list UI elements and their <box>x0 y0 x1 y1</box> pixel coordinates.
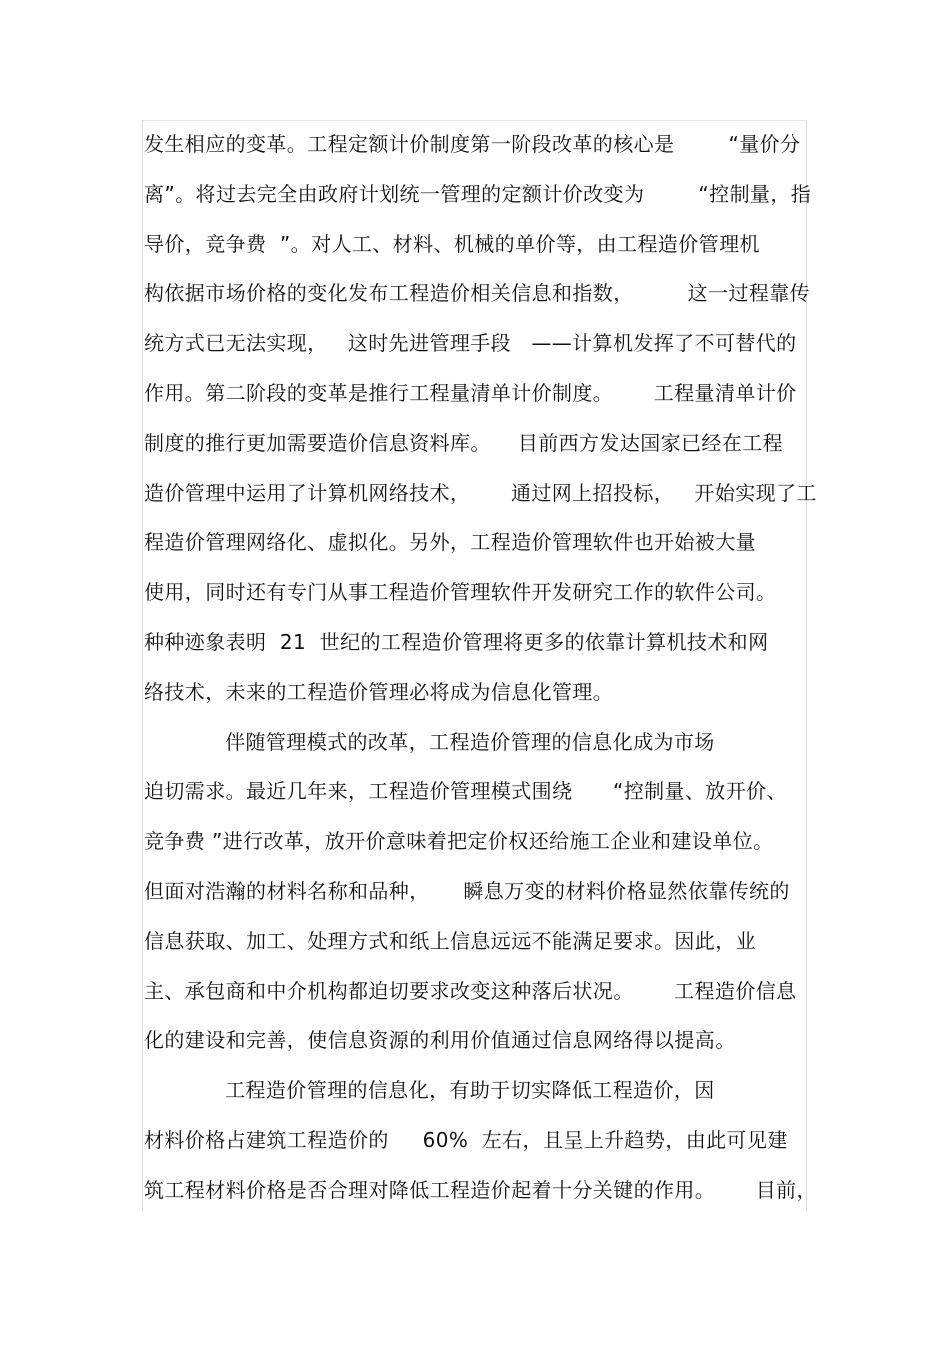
text-line: 但面对浩瀚的材料名称和品种， 瞬息万变的材料价格显然依靠传统的 <box>144 878 790 903</box>
text-line: 作用。第二阶段的变革是推行工程量清单计价制度。 工程量清单计价 <box>144 380 797 405</box>
text-line: 使用，同时还有专门从事工程造价管理软件开发研究工作的软件公司。 <box>144 580 777 605</box>
page-border-left <box>142 120 143 1210</box>
text-line: 迫切需求。最近几年来，工程造价管理模式围绕 “控制量、放开价、 <box>144 779 787 804</box>
text-line: 伴随管理模式的改革，工程造价管理的信息化成为市场 <box>144 729 715 754</box>
text-line: 化的建设和完善，使信息资源的利用价值通过信息网络得以提高。 <box>144 1028 736 1053</box>
text-line: 程造价管理网络化、虚拟化。另外，工程造价管理软件也开始被大量 <box>144 530 756 555</box>
text-line: 工程造价管理的信息化，有助于切实降低工程造价，因 <box>144 1078 715 1103</box>
text-line: 种种迹象表明 21 世纪的工程造价管理将更多的依靠计算机技术和网 <box>144 629 769 654</box>
text-line: 竞争费 ”进行改革，放开价意味着把定价权还给施工企业和建设单位。 <box>144 829 774 854</box>
text-line: 材料价格占建筑工程造价的 60% 左右，且呈上升趋势，由此可见建 <box>144 1127 788 1152</box>
body-text <box>144 120 817 1216</box>
text-line: 构依据市场价格的变化发布工程造价相关信息和指数， 这一过程靠传 <box>144 281 811 306</box>
text-line: 离”。将过去完全由政府计划统一管理的定额计价改变为 “控制量，指 <box>144 181 812 206</box>
text-line: 造价管理中运用了计算机网络技术， 通过网上招投标， 开始实现了工 <box>144 480 817 505</box>
text-line: 筑工程材料价格是否合理对降低工程造价起着十分关键的作用。 目前， <box>144 1177 817 1202</box>
text-line: 络技术，未来的工程造价管理必将成为信息化管理。 <box>144 679 614 704</box>
text-line: 导价，竞争费 ”。对人工、材料、机械的单价等，由工程造价管理机 <box>144 231 760 256</box>
text-line: 发生相应的变革。工程定额计价制度第一阶段改革的核心是 “量价分 <box>144 132 801 156</box>
text-line: 主、承包商和中介机构都迫切要求改变这种落后状况。 工程造价信息 <box>144 978 797 1003</box>
text-line: 制度的推行更加需要造价信息资料库。 目前西方发达国家已经在工程 <box>144 430 784 455</box>
text-line: 信息获取、加工、处理方式和纸上信息远远不能满足要求。因此，业 <box>144 928 756 953</box>
text-line: 统方式已无法实现， 这时先进管理手段 ——计算机发挥了不可替代的 <box>144 331 797 356</box>
